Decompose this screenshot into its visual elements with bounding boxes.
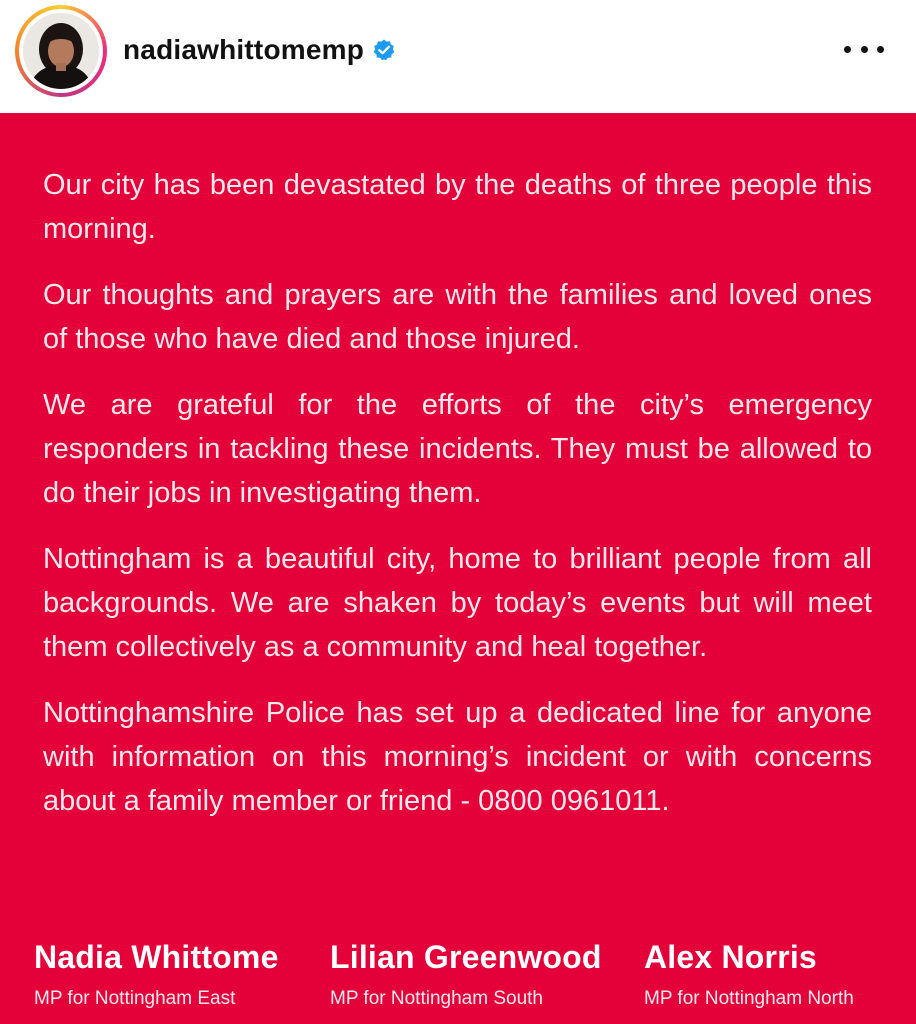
more-options-icon[interactable] bbox=[844, 34, 884, 64]
signatory-role: MP for Nottingham East bbox=[34, 988, 236, 1009]
signatory bbox=[34, 935, 279, 1012]
signatory-name: Nadia Whittome bbox=[34, 939, 279, 975]
signatory bbox=[644, 935, 854, 1012]
avatar[interactable] bbox=[23, 13, 99, 89]
dot-icon bbox=[877, 46, 884, 53]
username[interactable]: nadiawhittomemp bbox=[123, 34, 365, 65]
signatory-role: MP for Nottingham North bbox=[644, 988, 854, 1009]
dot-icon bbox=[861, 46, 868, 53]
dot-icon bbox=[844, 46, 851, 53]
statement-text bbox=[43, 163, 872, 823]
statement-paragraph: Our thoughts and prayers are with the families and loved ones of those who have died and those injured. bbox=[43, 279, 872, 355]
signatory-name: Alex Norris bbox=[644, 939, 817, 975]
statement-paragraph: We are grateful for the efforts of the city’s emergency responders in tackling these incidents. They must be allowed to do their jobs in investigating them. bbox=[43, 389, 872, 509]
statement-paragraph: Nottinghamshire Police has set up a dedicated line for anyone with information on this morning’s incident or with concerns about a family member or friend - 0800 0961011. bbox=[43, 697, 872, 817]
signatory-name: Lilian Greenwood bbox=[330, 939, 602, 975]
statement-paragraph: Nottingham is a beautiful city, home to brilliant people from all backgrounds. We are shaken by today’s events but will meet them collectively as a community and heal together. bbox=[43, 543, 872, 663]
signatory-role: MP for Nottingham South bbox=[330, 988, 543, 1009]
signatories bbox=[0, 935, 916, 1024]
signatory bbox=[330, 935, 602, 1012]
post-image[interactable] bbox=[0, 113, 916, 1024]
username-row bbox=[123, 30, 396, 70]
statement-paragraph: Our city has been devastated by the deaths of three people this morning. bbox=[43, 169, 872, 245]
post-header bbox=[0, 0, 916, 113]
story-ring[interactable] bbox=[15, 5, 107, 97]
avatar-border bbox=[19, 9, 103, 93]
profile-photo bbox=[23, 13, 99, 89]
verified-badge-icon bbox=[372, 38, 396, 62]
